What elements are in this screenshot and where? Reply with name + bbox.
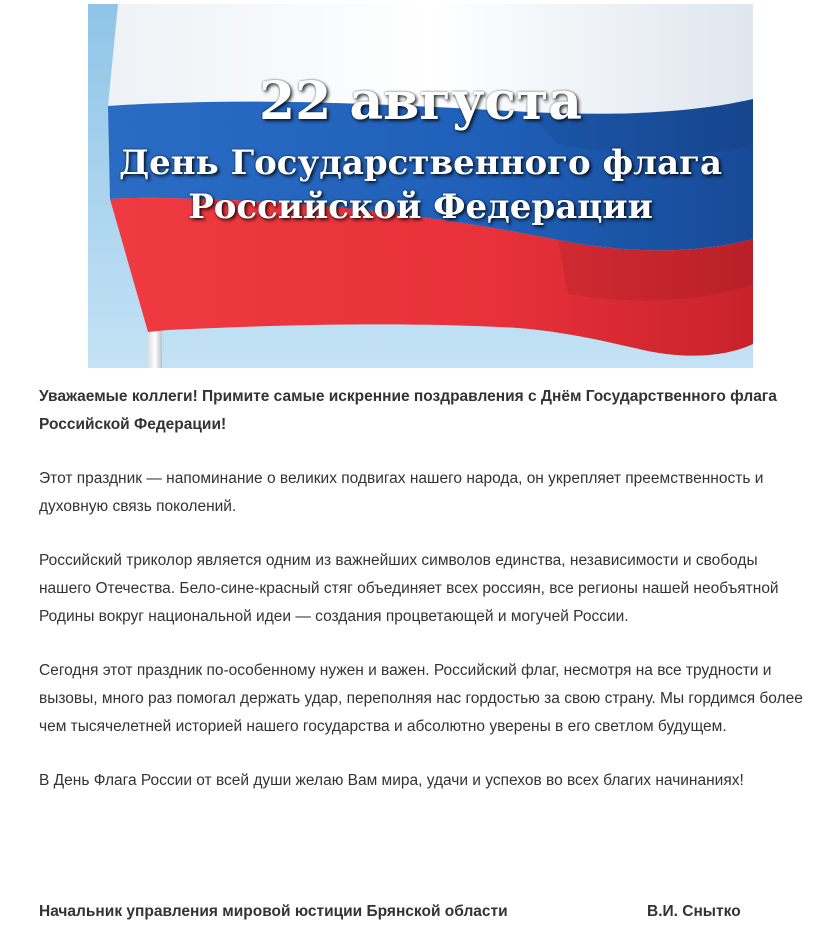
letter-paragraph: Этот праздник — напоминание о великих подвигах нашего народа, он укрепляет преемственность и духовную связь поколений. bbox=[39, 470, 764, 515]
signature-position: Начальник управления мировой юстиции Брянской области bbox=[39, 903, 508, 920]
letter-signature bbox=[39, 898, 804, 926]
banner-title-line2: Российской Федерации bbox=[188, 187, 653, 227]
letter-paragraph: Сегодня этот праздник по-особенному нужен и важен. Российский флаг, несмотря на все трудности и вызовы, много раз помогал держать удар, переполняя нас гордостью за свою страну. Мы гордимся более чем тысячелетней историей нашего государства и абсолютно уверены в его светлом будущем. bbox=[39, 662, 803, 735]
signature-name: В.И. Снытко bbox=[647, 903, 741, 920]
banner-date: 22 августа bbox=[258, 71, 583, 132]
banner-title-line1: День Государственного флага bbox=[118, 143, 723, 183]
letter-paragraph: Российский триколор является одним из важнейших символов единства, независимости и свободы нашего Отечества. Бело-сине-красный стяг объединяет всех россиян, все регионы нашей необъятной Родины вокруг национальной идеи — создания процветающей и могучей России. bbox=[39, 552, 779, 625]
flag-day-banner bbox=[88, 4, 753, 368]
letter-greeting: Уважаемые коллеги! Примите самые искренние поздравления с Днём Государственного флага Российской Федерации! bbox=[39, 388, 777, 433]
letter-body bbox=[39, 383, 804, 821]
letter-paragraph: В День Флага России от всей души желаю Вам мира, удачи и успехов во всех благих начинаниях! bbox=[39, 772, 744, 789]
